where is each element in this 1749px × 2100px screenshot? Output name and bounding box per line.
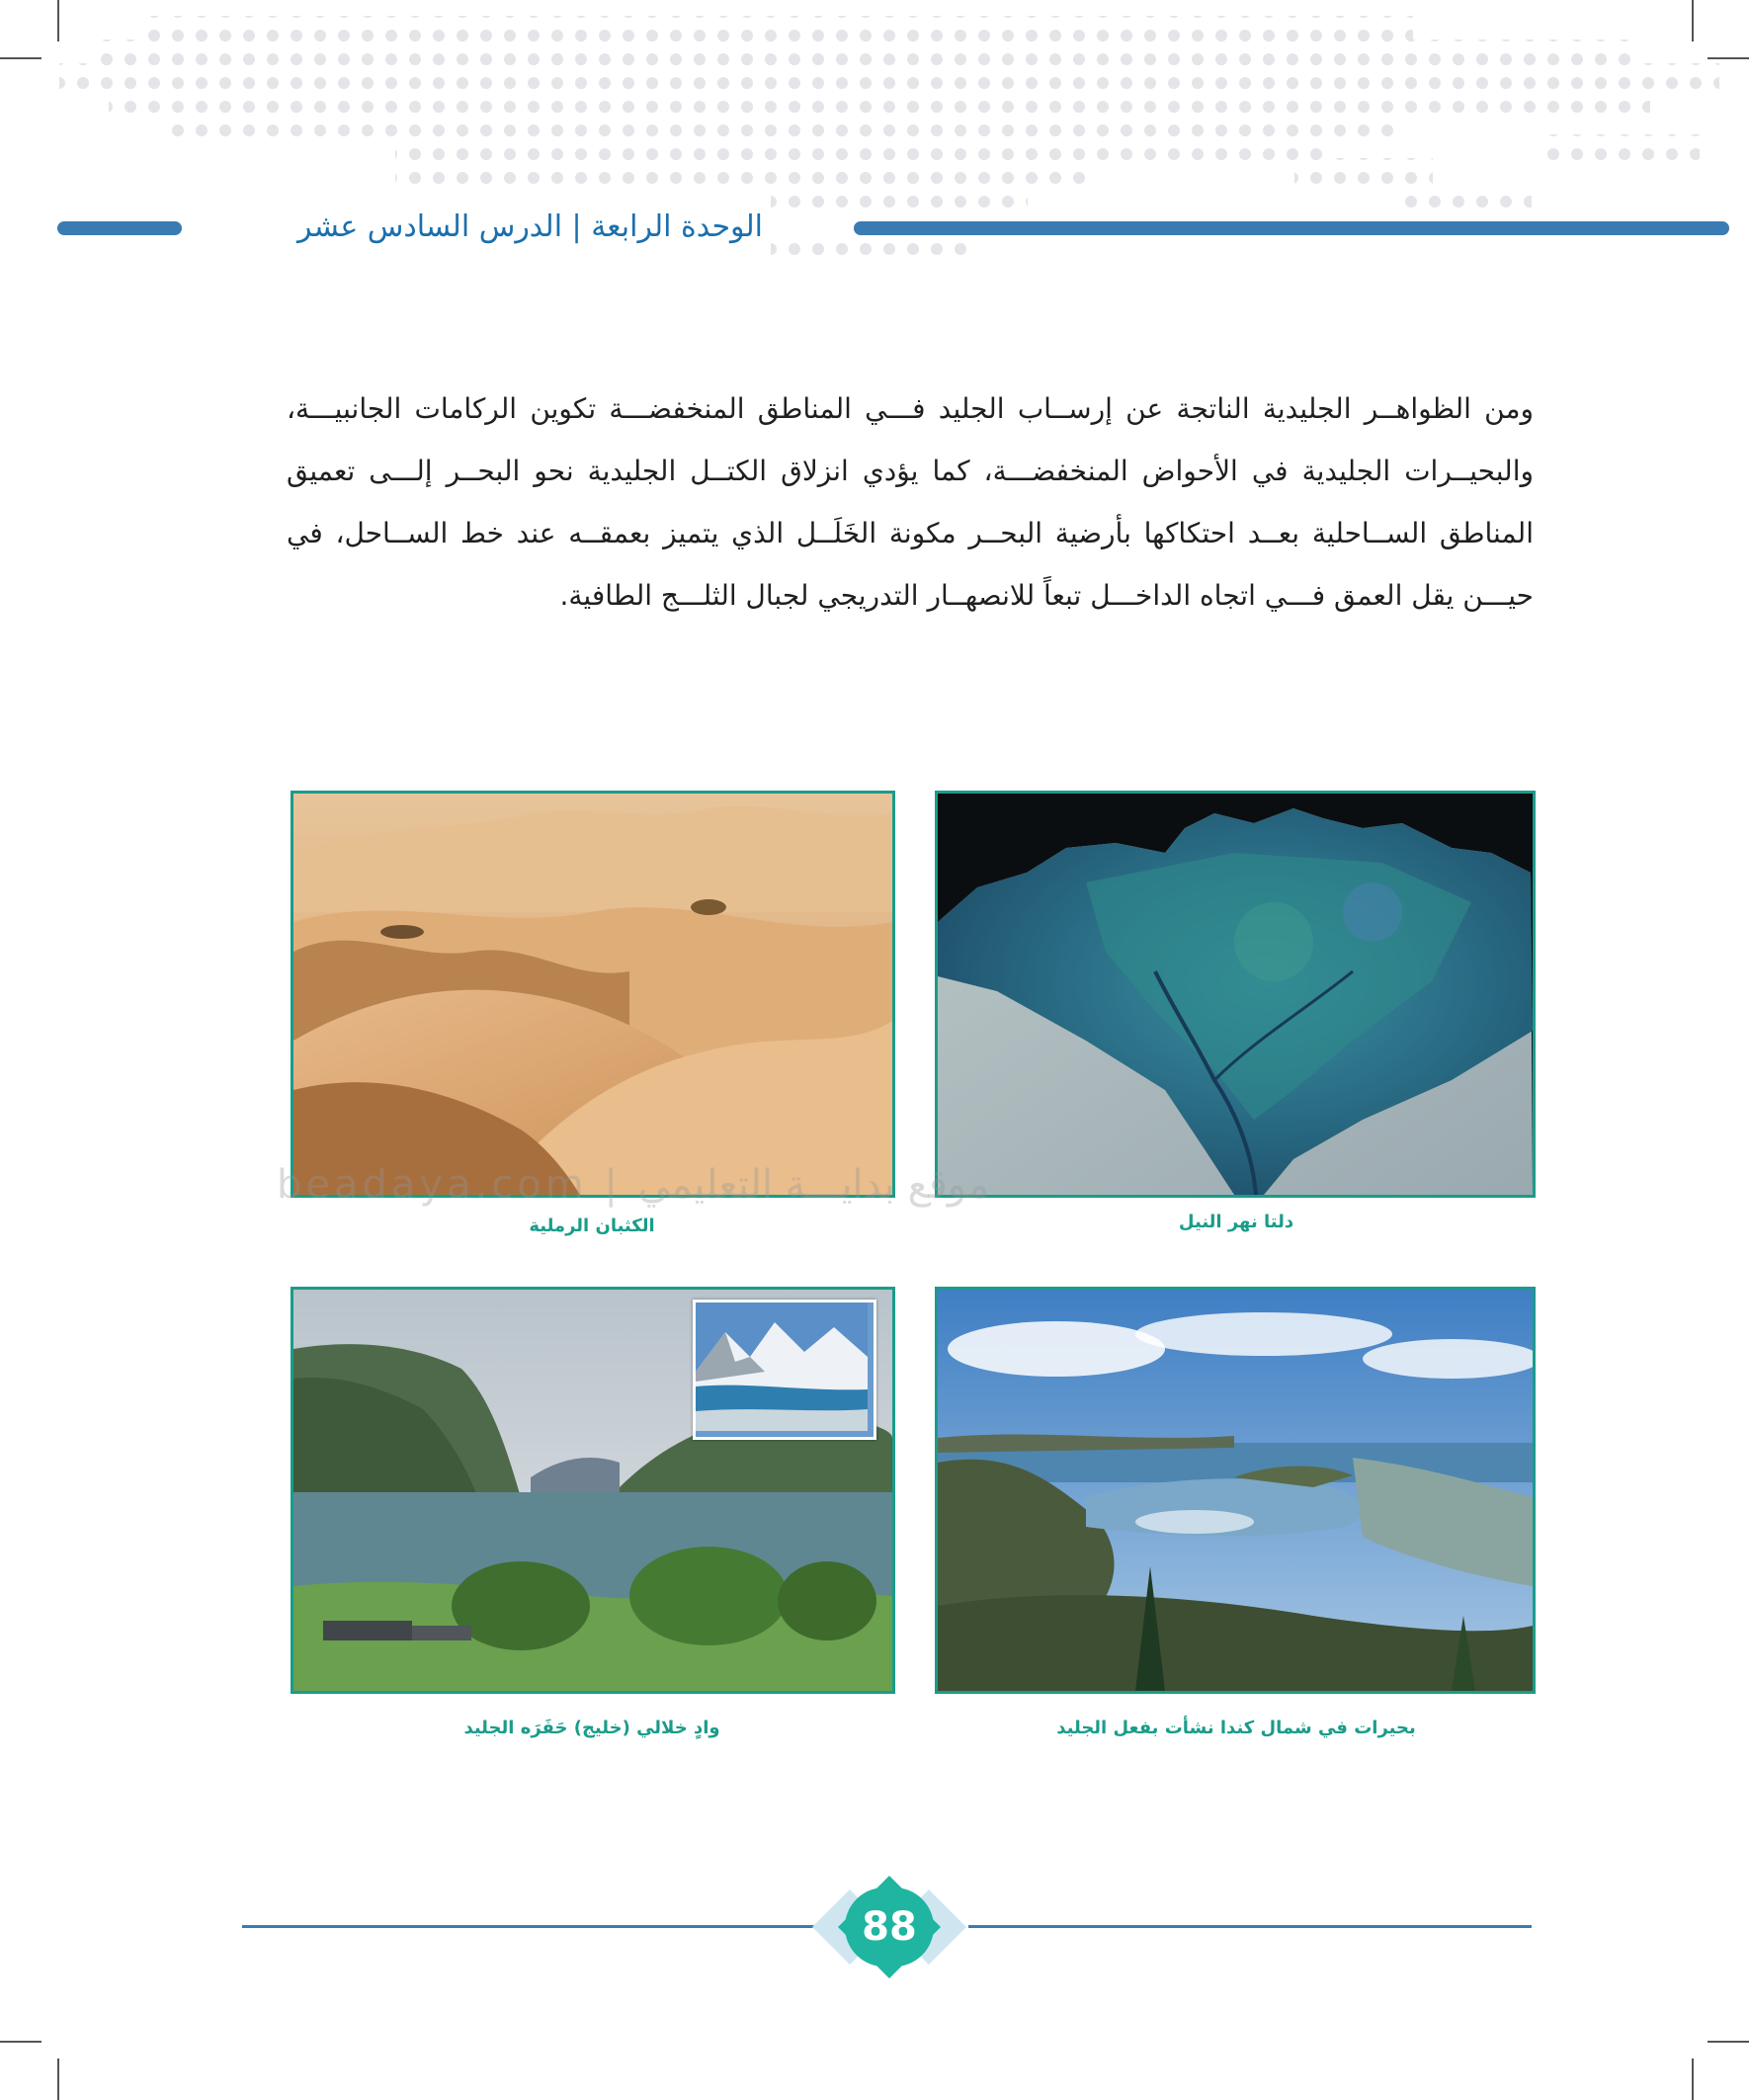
fjord-inset-photo: [693, 1300, 876, 1440]
header-bar-right: [854, 221, 1729, 235]
fjord-inset-image: [696, 1302, 868, 1431]
header-bar-left: [57, 221, 182, 235]
crop-mark: [1707, 2041, 1749, 2043]
lake-image: [938, 1290, 1533, 1691]
nile-delta-photo: [935, 791, 1536, 1198]
figure-caption: بحيرات في شمال كندا نشأت بفعل الجليد: [1056, 1718, 1416, 1738]
body-paragraph: ومن الظواهــر الجليدية الناتجة عن إرســاب الجليد فـــي المناطق المنخفضـــة تكوين الركامات الجانبيـــة، والبحيــرات الجليدية في الأحواض المنخفضـــة، كما يؤدي انزلاق الكتــل الجليدية نحو البحــر إلـــى تعميق المناطق الســاحلية بعــد احتكاكها بأرضية البحــر مكونة الخَلَــل الذي يتميز بعمقــه عند خط الســاحل، في حيـــن يقل العمق فـــي اتجاه الداخـــل تبعاً للانصهــار التدريجي لجبال الثلـــج الطافية.: [287, 392, 1534, 612]
footer-line-right: [968, 1925, 1532, 1928]
figure-caption: دلتا نهر النيل: [1178, 1212, 1294, 1232]
sand-dunes-photo: [291, 791, 895, 1198]
figure-caption: الكثبان الرملية: [529, 1216, 655, 1236]
crop-mark: [0, 2041, 42, 2043]
fjord-photo: [291, 1287, 895, 1694]
satellite-delta-image: [938, 794, 1533, 1195]
header-title: الوحدة الرابعة | الدرس السادس عشر: [297, 210, 763, 244]
header-dot-pattern: [0, 0, 1749, 277]
footer-line-left: [242, 1925, 815, 1928]
canada-lakes-photo: [935, 1287, 1536, 1694]
watermark: beadaya.com | موقع بدايـــة التعليمي: [277, 1162, 990, 1208]
sand-dunes-image: [293, 794, 892, 1195]
page-number: 88: [862, 1904, 917, 1950]
crop-mark: [1692, 2058, 1694, 2100]
crop-mark: [57, 2058, 59, 2100]
figure-caption: وادٍ خلالي (خليج) حَفَرَه الجليد: [463, 1718, 720, 1738]
